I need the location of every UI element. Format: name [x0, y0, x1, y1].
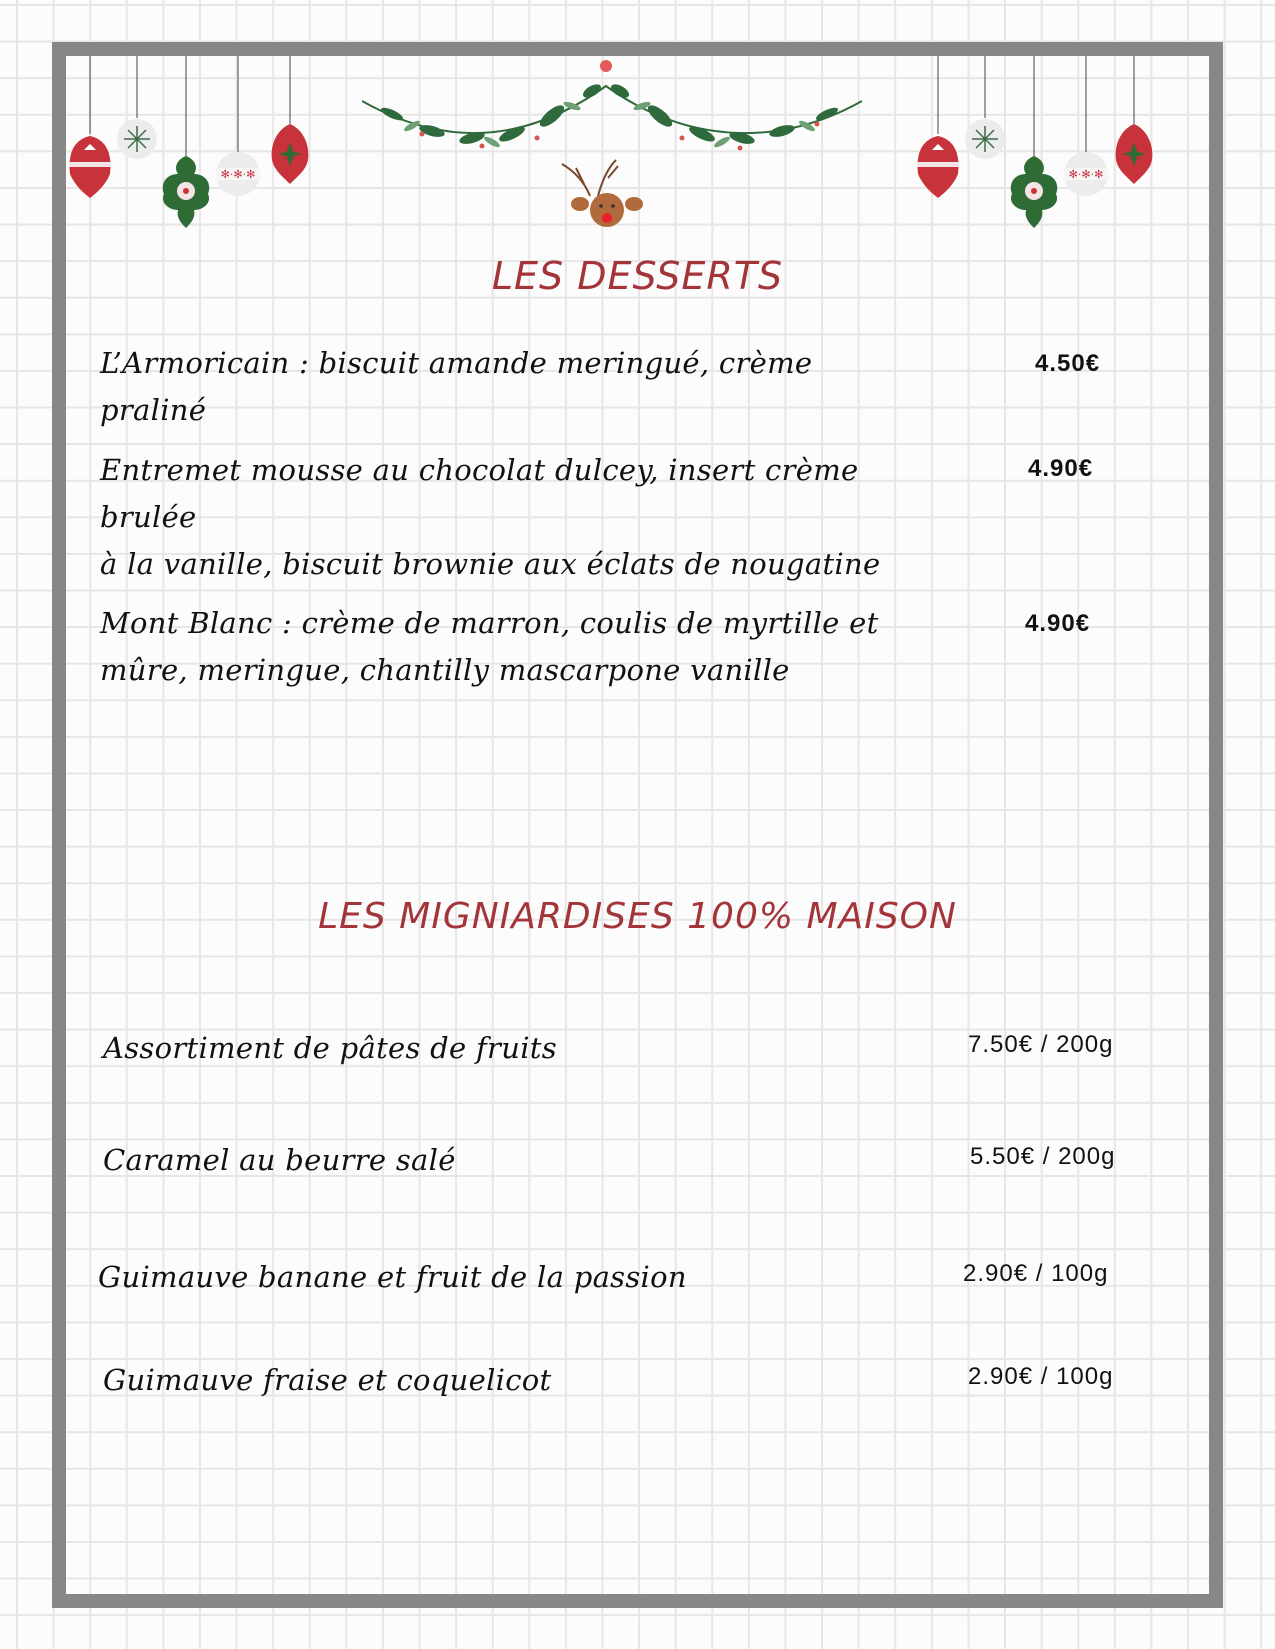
mignardise-price: 5.50€ / 200g	[970, 1143, 1116, 1170]
white-pattern-ornament-icon	[1064, 152, 1108, 196]
red-leaf-ornament-icon	[272, 124, 309, 184]
left-ornaments-icon	[62, 56, 312, 231]
white-pattern-ornament-icon	[216, 152, 260, 196]
svg-text:✻·✻·✻: ✻·✻·✻	[220, 168, 256, 181]
dessert-price: 4.90€	[1028, 455, 1094, 482]
mignardise-item: Caramel au beurre salé	[103, 1143, 456, 1177]
holly-garland-icon	[362, 56, 862, 236]
dessert-item	[100, 447, 920, 588]
mignardise-price: 2.90€ / 100g	[968, 1363, 1114, 1390]
dessert-price: 4.50€	[1035, 350, 1101, 377]
green-ornament-icon	[1011, 156, 1057, 228]
dessert-price: 4.90€	[1025, 610, 1091, 637]
desserts-title: LES DESSERTS	[491, 254, 784, 298]
green-ornament-icon	[163, 156, 209, 228]
red-ornament-icon	[917, 136, 959, 198]
dessert-description-line: mûre, meringue, chantilly mascarpone vanille	[100, 653, 790, 687]
red-leaf-ornament-icon	[1116, 124, 1153, 184]
dessert-description-line: Entremet mousse au chocolat dulcey, insert crème brulée	[100, 453, 859, 534]
mignardises-title: LES MIGNIARDISES 100% MAISON	[318, 896, 957, 937]
mignardise-item: Assortiment de pâtes de fruits	[103, 1031, 557, 1065]
svg-text:✻·✻·✻: ✻·✻·✻	[1068, 168, 1104, 181]
reindeer-icon	[562, 160, 643, 227]
mignardise-price: 2.90€ / 100g	[963, 1260, 1109, 1287]
dessert-item	[100, 340, 920, 434]
mignardise-price: 7.50€ / 200g	[968, 1031, 1114, 1058]
dessert-description-line: à la vanille, biscuit brownie aux éclats de nougatine	[100, 547, 881, 581]
red-ornament-icon	[69, 136, 111, 198]
dessert-description-line: Mont Blanc : crème de marron, coulis de myrtille et	[100, 606, 879, 640]
white-snowflake-ornament-icon	[117, 119, 157, 159]
dessert-description: L’Armoricain : biscuit amande meringué, crème praliné	[100, 346, 813, 427]
right-ornaments-icon	[910, 56, 1160, 231]
dessert-item	[100, 600, 920, 694]
white-snowflake-ornament-icon	[965, 119, 1005, 159]
mignardise-item: Guimauve fraise et coquelicot	[103, 1363, 552, 1397]
mignardise-item: Guimauve banane et fruit de la passion	[98, 1260, 687, 1294]
